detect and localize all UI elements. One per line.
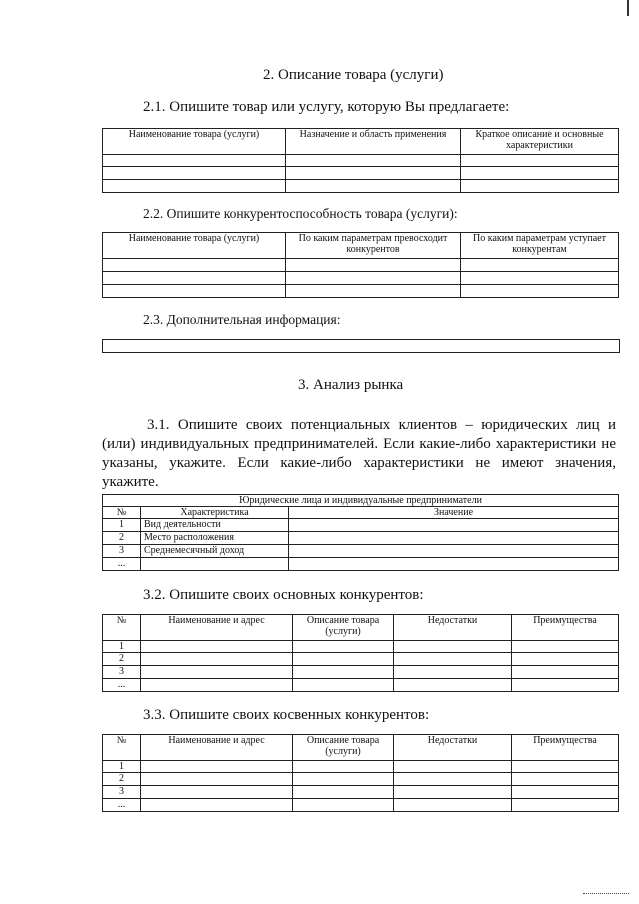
table-cell[interactable]: [293, 786, 394, 799]
table-cell[interactable]: [141, 786, 293, 799]
table-cell[interactable]: [394, 799, 512, 812]
table-cell[interactable]: [512, 773, 619, 786]
value-cell[interactable]: [289, 532, 619, 545]
table-row: [103, 641, 619, 653]
table-2-2-header-worse: По каким параметрам уступает конкурентам: [461, 233, 619, 259]
table-cell[interactable]: [461, 167, 619, 180]
heading-2-3: 2.3. Дополнительная информация:: [143, 312, 341, 327]
table-cell[interactable]: [293, 761, 394, 773]
table-cell[interactable]: [512, 679, 619, 692]
table-row: [103, 519, 619, 532]
table-cell[interactable]: [293, 653, 394, 666]
row-number: 2: [103, 532, 141, 545]
table-row: [103, 532, 619, 545]
scan-mark-top: [627, 0, 629, 16]
table-3-2-header-name: Наименование и адрес: [141, 615, 293, 641]
table-row: [103, 259, 619, 272]
table-cell[interactable]: [103, 180, 286, 193]
table-row: [103, 180, 619, 193]
table-cell[interactable]: [512, 666, 619, 679]
heading-3-3: 3.3. Опишите своих косвенных конкурентов:: [143, 707, 430, 723]
table-cell[interactable]: [461, 285, 619, 298]
table-cell[interactable]: [512, 786, 619, 799]
table-cell[interactable]: [141, 666, 293, 679]
row-number: ...: [103, 799, 141, 812]
table-2-1: [102, 128, 619, 193]
table-3-1-header-num: №: [103, 507, 141, 519]
value-cell[interactable]: [289, 519, 619, 532]
table-cell[interactable]: [394, 786, 512, 799]
heading-3-2: 3.2. Опишите своих основных конкурентов:: [143, 587, 424, 603]
table-cell[interactable]: [286, 155, 461, 167]
heading-2-1: 2.1. Опишите товар или услугу, которую Вы предлагаете:: [143, 99, 510, 115]
row-number: 1: [103, 761, 141, 773]
table-3-2-header-num: №: [103, 615, 141, 641]
table-row: [103, 799, 619, 812]
table-3-3-header-description: Описание товара (услуги): [293, 735, 394, 761]
table-2-1-header-purpose: Назначение и область применения: [286, 129, 461, 155]
table-cell[interactable]: [512, 641, 619, 653]
table-cell[interactable]: [141, 641, 293, 653]
table-row: [103, 558, 619, 571]
table-cell[interactable]: [293, 641, 394, 653]
table-cell[interactable]: [286, 180, 461, 193]
table-cell[interactable]: [461, 155, 619, 167]
row-number: 2: [103, 773, 141, 786]
table-cell[interactable]: [394, 666, 512, 679]
table-3-2-header-description: Описание товара (услуги): [293, 615, 394, 641]
table-cell[interactable]: [141, 679, 293, 692]
characteristic-cell[interactable]: [141, 558, 289, 571]
table-row: [103, 285, 619, 298]
table-cell[interactable]: [394, 679, 512, 692]
value-cell[interactable]: [289, 558, 619, 571]
table-row: [103, 761, 619, 773]
table-3-1-header-characteristic: Характеристика: [141, 507, 289, 519]
table-cell[interactable]: [286, 272, 461, 285]
table-cell[interactable]: [293, 799, 394, 812]
table-cell[interactable]: [461, 180, 619, 193]
heading-2-2: 2.2. Опишите конкурентоспособность товара (услуги):: [143, 206, 458, 221]
table-cell[interactable]: [103, 285, 286, 298]
table-cell[interactable]: [286, 285, 461, 298]
table-3-3-header-strengths: Преимущества: [512, 735, 619, 761]
value-cell[interactable]: [289, 545, 619, 558]
row-number: 1: [103, 641, 141, 653]
table-row: [103, 272, 619, 285]
table-3-3-header-name: Наименование и адрес: [141, 735, 293, 761]
row-number: ...: [103, 558, 141, 571]
table-3-3-header-num: №: [103, 735, 141, 761]
table-cell[interactable]: [103, 155, 286, 167]
scan-mark-bottom: [583, 893, 629, 895]
table-cell[interactable]: [512, 653, 619, 666]
additional-info-field[interactable]: [102, 339, 620, 353]
table-cell[interactable]: [103, 272, 286, 285]
table-cell[interactable]: [286, 259, 461, 272]
row-number: 1: [103, 519, 141, 532]
table-3-1-header-value: Значение: [289, 507, 619, 519]
table-cell[interactable]: [394, 773, 512, 786]
table-2-2: [102, 232, 619, 298]
table-3-2-header-strengths: Преимущества: [512, 615, 619, 641]
table-cell[interactable]: [286, 167, 461, 180]
characteristic-cell: Вид деятельности: [141, 519, 289, 532]
table-3-2: [102, 614, 619, 692]
table-cell[interactable]: [461, 259, 619, 272]
table-row: [103, 545, 619, 558]
table-3-1-title: Юридические лица и индивидуальные предприниматели: [103, 495, 619, 507]
row-number: 2: [103, 653, 141, 666]
table-3-2-header-weaknesses: Недостатки: [394, 615, 512, 641]
table-2-1-header-name: Наименование товара (услуги): [103, 129, 286, 155]
table-row: [103, 666, 619, 679]
table-row: [103, 679, 619, 692]
row-number: ...: [103, 679, 141, 692]
table-cell[interactable]: [293, 679, 394, 692]
paragraph-3-1: 3.1. Опишите своих потенциальных клиентов – юридических лиц и (или) индивидуальных предпринимателей. Если какие-либо характеристики не указаны, укажите. Если какие-либо характеристики не имеют значения, укажите.: [102, 417, 616, 490]
table-2-2-header-better: По каким параметрам превосходит конкурентов: [286, 233, 461, 259]
table-cell[interactable]: [394, 653, 512, 666]
table-row: [103, 773, 619, 786]
table-2-2-header-name: Наименование товара (услуги): [103, 233, 286, 259]
table-cell[interactable]: [394, 761, 512, 773]
table-cell[interactable]: [103, 259, 286, 272]
row-number: 3: [103, 545, 141, 558]
characteristic-cell: Место расположения: [141, 532, 289, 545]
row-number: 3: [103, 786, 141, 799]
table-2-1-header-description: Краткое описание и основные характеристики: [461, 129, 619, 155]
row-number: 3: [103, 666, 141, 679]
table-cell[interactable]: [461, 272, 619, 285]
table-cell[interactable]: [141, 773, 293, 786]
table-3-3: [102, 734, 619, 812]
characteristic-cell: Среднемесячный доход: [141, 545, 289, 558]
table-cell[interactable]: [512, 799, 619, 812]
table-cell[interactable]: [512, 761, 619, 773]
table-cell[interactable]: [293, 666, 394, 679]
table-cell[interactable]: [141, 761, 293, 773]
table-row: [103, 167, 619, 180]
table-row: [103, 653, 619, 666]
table-cell[interactable]: [103, 167, 286, 180]
table-cell[interactable]: [141, 799, 293, 812]
table-row: [103, 155, 619, 167]
section-2-title: 2. Описание товара (услуги): [263, 67, 444, 83]
section-3-title: 3. Анализ рынка: [298, 377, 404, 393]
table-3-1: [102, 494, 619, 571]
table-cell[interactable]: [293, 773, 394, 786]
table-cell[interactable]: [394, 641, 512, 653]
table-cell[interactable]: [141, 653, 293, 666]
table-3-3-header-weaknesses: Недостатки: [394, 735, 512, 761]
table-row: [103, 786, 619, 799]
